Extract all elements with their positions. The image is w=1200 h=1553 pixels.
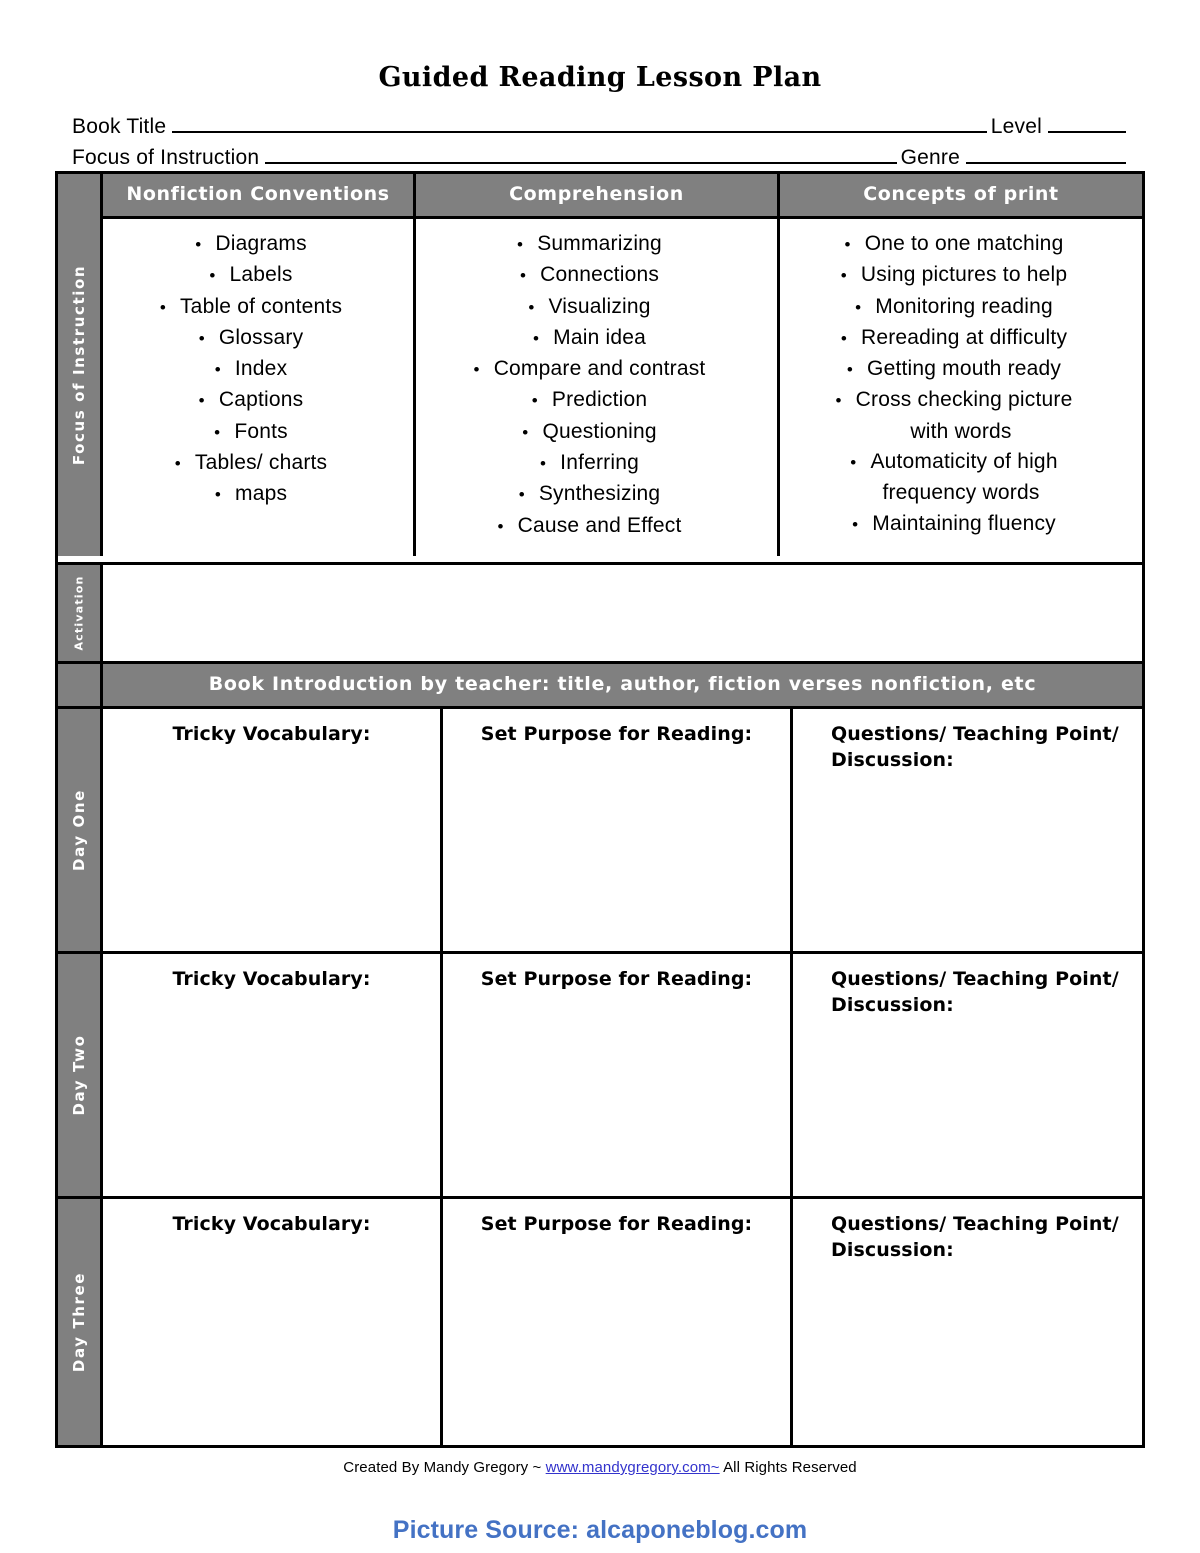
day-one-set-purpose-cell[interactable] bbox=[443, 709, 793, 951]
list-item: • Maintaining fluency bbox=[786, 509, 1136, 540]
day-three-questions-cell[interactable] bbox=[793, 1199, 1142, 1445]
heading-nonfiction-conventions: Nonfiction Conventions bbox=[103, 174, 416, 216]
footer-credit-suffix: All Rights Reserved bbox=[719, 1459, 857, 1476]
day-three-tricky-vocabulary-heading: Tricky Vocabulary: bbox=[172, 1212, 371, 1235]
day-three-tricky-vocabulary-cell[interactable] bbox=[103, 1199, 443, 1445]
list-item: • Using pictures to help bbox=[786, 260, 1136, 291]
list-item: • Table of contents bbox=[109, 292, 407, 323]
focus-columns bbox=[103, 174, 1142, 556]
level-label: Level bbox=[990, 115, 1042, 138]
day-one-tricky-vocabulary-heading: Tricky Vocabulary: bbox=[172, 722, 371, 745]
day-three-cells bbox=[103, 1199, 1142, 1445]
day-one-set-purpose-heading: Set Purpose for Reading: bbox=[480, 722, 753, 745]
list-item: • One to one matching bbox=[786, 229, 1136, 260]
day-one-questions-cell[interactable] bbox=[793, 709, 1142, 951]
footer-credit-link[interactable]: www.mandygregory.com~ bbox=[545, 1459, 720, 1476]
footer-credit-prefix: Created By Mandy Gregory ~ bbox=[343, 1459, 546, 1476]
page-title: Guided Reading Lesson Plan bbox=[378, 62, 822, 93]
sidebar-label-day-two bbox=[58, 954, 103, 1196]
column-nonfiction-conventions bbox=[103, 219, 416, 556]
day-one-row bbox=[58, 706, 1142, 951]
book-title-input-rule[interactable] bbox=[172, 131, 987, 133]
list-item: • Questioning bbox=[422, 417, 771, 448]
day-two-cells bbox=[103, 954, 1142, 1196]
activation-band bbox=[58, 562, 1142, 661]
focus-input-rule[interactable] bbox=[265, 162, 896, 164]
day-one-tricky-vocabulary-cell[interactable] bbox=[103, 709, 443, 951]
sidebar-label-day-one bbox=[58, 709, 103, 951]
footer-credit bbox=[0, 1459, 1200, 1476]
header-fields bbox=[0, 91, 1200, 173]
list-item: • Main idea bbox=[422, 323, 771, 354]
focus-genre-row bbox=[72, 142, 1130, 173]
day-one-questions-heading: Questions/ Teaching Point/ Discussion: bbox=[831, 722, 1119, 771]
list-concepts-of-print bbox=[786, 229, 1136, 540]
sidebar-label-focus-text: Focus of Instruction bbox=[70, 264, 88, 466]
list-item: • Synthesizing bbox=[422, 479, 771, 510]
sidebar-label-day-three-text: Day Three bbox=[70, 1271, 88, 1373]
focus-heading-row bbox=[103, 174, 1142, 219]
list-item: • Cross checking picture bbox=[786, 385, 1136, 416]
day-three-row bbox=[58, 1196, 1142, 1445]
list-item: • Visualizing bbox=[422, 292, 771, 323]
list-item: • Tables/ charts bbox=[109, 448, 407, 479]
day-three-set-purpose-heading: Set Purpose for Reading: bbox=[480, 1212, 753, 1235]
list-item: • Monitoring reading bbox=[786, 292, 1136, 323]
list-item: • Prediction bbox=[422, 385, 771, 416]
day-one-cells bbox=[103, 709, 1142, 951]
lesson-plan-grid bbox=[55, 171, 1145, 1448]
sidebar-label-day-two-text: Day Two bbox=[70, 1034, 88, 1116]
sidebar-label-activation bbox=[58, 565, 103, 661]
book-introduction-sidebar-spacer bbox=[58, 664, 103, 706]
activation-write-area[interactable] bbox=[103, 565, 1142, 661]
picture-source-caption: Picture Source: alcaponeblog.com bbox=[392, 1516, 808, 1544]
heading-concepts-of-print: Concepts of print bbox=[780, 174, 1142, 216]
list-item: • Rereading at difficulty bbox=[786, 323, 1136, 354]
sidebar-label-activation-text: Activation bbox=[72, 575, 86, 651]
list-item: • Glossary bbox=[109, 323, 407, 354]
heading-comprehension: Comprehension bbox=[416, 174, 780, 216]
list-item: • Fonts bbox=[109, 417, 407, 448]
focus-body-row bbox=[103, 219, 1142, 556]
list-item: • Cause and Effect bbox=[422, 511, 771, 542]
sidebar-label-focus-of-instruction bbox=[58, 174, 103, 556]
day-two-questions-heading: Questions/ Teaching Point/ Discussion: bbox=[831, 967, 1119, 1016]
genre-input-rule[interactable] bbox=[966, 162, 1126, 164]
day-two-row bbox=[58, 951, 1142, 1196]
day-two-set-purpose-heading: Set Purpose for Reading: bbox=[480, 967, 753, 990]
book-title-label: Book Title bbox=[72, 115, 167, 138]
column-comprehension bbox=[416, 219, 780, 556]
column-concepts-of-print bbox=[780, 219, 1142, 556]
list-item: • Index bbox=[109, 354, 407, 385]
day-two-set-purpose-cell[interactable] bbox=[443, 954, 793, 1196]
focus-of-instruction-band bbox=[58, 174, 1142, 556]
day-three-questions-heading: Questions/ Teaching Point/ Discussion: bbox=[831, 1212, 1119, 1261]
day-two-tricky-vocabulary-heading: Tricky Vocabulary: bbox=[172, 967, 371, 990]
day-three-set-purpose-cell[interactable] bbox=[443, 1199, 793, 1445]
list-item: • Captions bbox=[109, 385, 407, 416]
list-item: • Diagrams bbox=[109, 229, 407, 260]
sidebar-label-day-one-text: Day One bbox=[70, 789, 88, 871]
book-title-row bbox=[72, 111, 1130, 142]
sidebar-label-day-three bbox=[58, 1199, 103, 1445]
list-item: • Inferring bbox=[422, 448, 771, 479]
list-item: • Automaticity of high bbox=[786, 447, 1136, 478]
level-input-rule[interactable] bbox=[1048, 131, 1126, 133]
list-nonfiction-conventions bbox=[109, 229, 407, 511]
focus-of-instruction-label: Focus of Instruction bbox=[72, 146, 260, 169]
list-item: • Getting mouth ready bbox=[786, 354, 1136, 385]
list-item: • Connections bbox=[422, 260, 771, 291]
list-item: with words bbox=[910, 419, 1012, 443]
genre-label: Genre bbox=[900, 146, 960, 169]
book-introduction-text: Book Introduction by teacher: title, author, fiction verses nonfiction, etc bbox=[103, 664, 1142, 706]
list-item: • maps bbox=[109, 479, 407, 510]
day-two-tricky-vocabulary-cell[interactable] bbox=[103, 954, 443, 1196]
list-item: • Labels bbox=[109, 260, 407, 291]
list-comprehension bbox=[422, 229, 771, 542]
day-two-questions-cell[interactable] bbox=[793, 954, 1142, 1196]
book-introduction-band bbox=[58, 661, 1142, 706]
list-item: • Compare and contrast bbox=[422, 354, 771, 385]
list-item: • Summarizing bbox=[422, 229, 771, 260]
list-item: frequency words bbox=[882, 481, 1040, 505]
